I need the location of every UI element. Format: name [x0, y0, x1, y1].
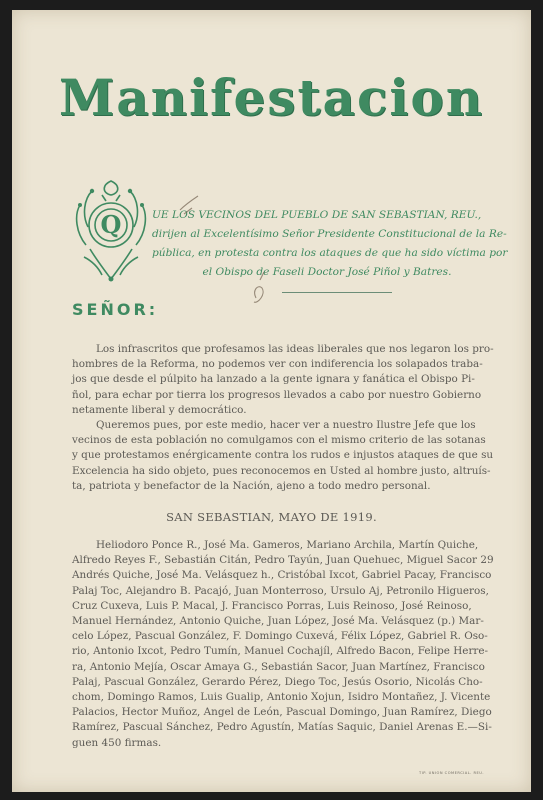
- signer-line: Ramírez, Pascual Sánchez, Pedro Agustín, Matías Saquic, Daniel Arenas E.—Si-: [72, 721, 492, 734]
- signer-line: Manuel Hernández, Antonio Quiche, Juan López, José Ma. Velásquez (p.) Mar-: [72, 615, 484, 628]
- text-line: netamente liberal y democrático.: [72, 403, 247, 416]
- divider: [282, 292, 392, 293]
- text-line: jos que desde el púlpito ha lanzado a la gente ignara y fanática el Obispo Pi-: [72, 373, 475, 386]
- text-line: y que protestamos enérgicamente contra los rudos e injustos ataques de que su: [72, 449, 494, 462]
- date-line: SAN SEBASTIAN, MAYO DE 1919.: [166, 510, 377, 524]
- signatories-list: [72, 538, 504, 751]
- signer-line: Cruz Cuxeva, Luis P. Macal, J. Francisco Porras, Luis Reinoso, José Reinoso,: [72, 599, 472, 612]
- signer-line: celo López, Pascual González, F. Domingo Cuxevá, Félix López, Gabriel R. Oso-: [72, 630, 488, 643]
- page-title: Manifestacion: [58, 68, 485, 127]
- text-line: Excelencia ha sido objeto, pues reconocemos en Usted al hombre justo, altruís-: [72, 464, 491, 477]
- printer-mark: TIP. UNION COMERCIAL. REU.: [419, 771, 485, 775]
- signer-line: rio, Antonio Ixcot, Pedro Tumín, Manuel Cochajíl, Alfredo Bacon, Felipe Herre-: [72, 645, 489, 658]
- text-line: ñol, para echar por tierra los progresos llevados a cabo por nuestro Gobierno: [72, 388, 482, 401]
- drop-cap: Q: [100, 210, 122, 239]
- signer-line: Palaj Toc, Alejandro B. Pacajó, Juan Monterroso, Ursulo Aj, Petronilo Higueros,: [72, 584, 489, 597]
- salutation: SEÑOR:: [72, 300, 159, 319]
- signer-line: Palaj, Pascual González, Gerardo Pérez, Diego Toc, Jesús Osorio, Nicolás Cho-: [72, 675, 483, 688]
- signer-line: Alfredo Reyes F., Sebastián Citán, Pedro Tayún, Juan Quehuec, Miguel Sacor 29: [72, 554, 494, 567]
- handwritten-marks: [172, 190, 282, 320]
- intro-line: dirijen al Excelentísimo Señor Presidente Constitucional de la Re-: [152, 228, 507, 240]
- text-line: Queremos pues, por este medio, hacer ver a nuestro Ilustre Jefe que los: [96, 419, 476, 431]
- text-line: Los infrascritos que profesamos las ideas liberales que nos legaron los pro-: [96, 343, 494, 355]
- intro-line: UE LOS VECINOS DEL PUEBLO DE SAN SEBASTIAN, REU.,: [152, 209, 482, 221]
- document-page: [12, 10, 531, 792]
- signer-line: ra, Antonio Mejía, Oscar Amaya G., Sebastián Sacor, Juan Martínez, Francisco: [72, 660, 485, 673]
- paragraph-1: [72, 342, 502, 418]
- text-line: ta, patriota y benefactor de la Nación, ajeno a todo medro personal.: [72, 479, 431, 492]
- intro-line: el Obispo de Faseli Doctor José Piñol y Batres.: [202, 266, 452, 278]
- text-line: vecinos de esta población no comulgamos con el mismo criterio de las sotanas: [72, 434, 486, 447]
- paragraph-2: [72, 418, 502, 494]
- signer-line: Palacios, Hector Muñoz, Angel de León, Pascual Domingo, Juan Ramírez, Diego: [72, 706, 492, 719]
- signer-line: guen 450 firmas.: [72, 736, 162, 749]
- signer-line: Andrés Quiche, José Ma. Velásquez h., Cristóbal Ixcot, Gabriel Pacay, Francisco: [72, 569, 492, 582]
- text-line: hombres de la Reforma, no podemos ver con indiferencia los solapados traba-: [72, 358, 483, 371]
- signer-line: Heliodoro Ponce R., José Ma. Gameros, Mariano Archila, Martín Quiche,: [96, 539, 479, 551]
- drop-cap-ornament: [72, 175, 150, 285]
- signer-line: chom, Domingo Ramos, Luis Gualip, Antonio Xojun, Isidro Montañez, J. Vicente: [72, 691, 491, 704]
- intro-line: pública, en protesta contra los ataques de que ha sido víctima por: [152, 247, 508, 259]
